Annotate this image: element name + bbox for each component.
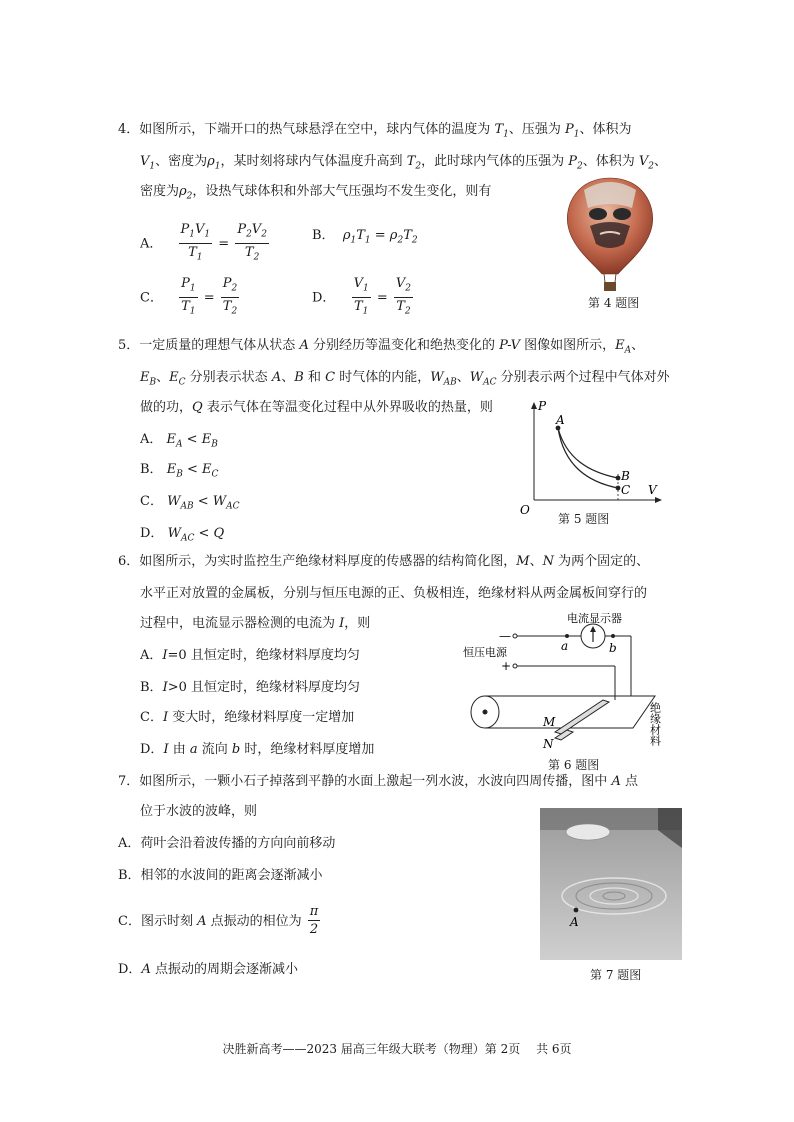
q4-option-b[interactable]: B． $\rho_1T_1 = \rho_2T_2$ (312, 228, 418, 246)
label-plus: + (501, 659, 512, 673)
label-c: C (621, 483, 631, 497)
q6-option-a[interactable]: A．I=0 且恒定时，绝缘材料厚度均匀 (140, 648, 360, 663)
axis-p-label: P (538, 399, 547, 413)
q6-line2: 水平正对放置的金属板，分别与恒压电源的正、负极相连，绝缘材料从两金属板间穿行的 (140, 586, 648, 601)
origin-label: O (520, 503, 530, 517)
q7-option-d[interactable]: D．A 点振动的周期会逐渐减小 (118, 962, 298, 977)
q5-caption: 第 5 题图 (558, 512, 610, 526)
q4-line3: 密度为$\rho_2$，设热气球体积和外部大气压强均不发生变化，则有 (140, 184, 492, 202)
q5-option-c[interactable]: C． $W_{AB} < W_{AC}$ (140, 494, 240, 512)
q5-line3: 做的功，Q 表示气体在等温变化过程中从外界吸收的热量，则 (140, 400, 493, 415)
q4-option-d[interactable]: D． $\frac{V_1}{T_1}$ = $\frac{V_2}{T_2}$ (312, 276, 411, 317)
q6-line1: 6．如图所示，为实时监控生产绝缘材料厚度的传感器的结构简化图，M、N 为两个固定的、 (118, 554, 650, 569)
q7-line1: 7．如图所示，一颗小石子掉落到平静的水面上激起一列水波，水波向四周传播，图中 A 点 (118, 774, 638, 789)
q5-line2: $E_B$、$E_C$ 分别表示状态 A、B 和 C 时气体的内能，$W_{AB}$、$W_{AC}$ 分别表示两个过程中气体对外 (140, 370, 670, 388)
sensor-diagram (455, 604, 685, 756)
label-b: b (609, 641, 617, 655)
label-a: A (570, 915, 579, 929)
q5-line1: 5．一定质量的理想气体从状态 A 分别经历等温变化和绝热变化的 P-V 图像如图所示，$E_A$、 (118, 338, 645, 356)
label-minus: — (499, 629, 511, 643)
label-a: A (556, 413, 565, 427)
pv-diagram (518, 398, 668, 520)
axis-v-label: V (648, 483, 657, 497)
page-footer: 决胜新高考——2023 届高三年级大联考（物理）第 2页 共 6页 (222, 1042, 572, 1056)
q4-option-c[interactable]: C． $\frac{P_1}{T_1}$ = $\frac{P_2}{T_2}$ (140, 276, 238, 317)
point-a (574, 908, 579, 913)
q7-option-c[interactable]: C．图示时刻 A 点振动的相位为 $\frac{\pi}{2}$ (118, 904, 319, 937)
q5-option-d[interactable]: D． $W_{AC} < Q$ (140, 526, 225, 544)
q4-caption: 第 4 题图 (588, 296, 640, 310)
q4-option-a[interactable]: A． $\frac{P_1V_1}{T_1}$ = $\frac{P_2V_2}{T_2}$ (140, 222, 267, 263)
adiabatic-curve (558, 428, 618, 488)
q7-option-a[interactable]: A．荷叶会沿着波传播的方向向前移动 (118, 836, 336, 851)
q7-option-b[interactable]: B．相邻的水波间的距离会逐渐减小 (118, 868, 323, 883)
q5-option-a[interactable]: A． $E_A < E_B$ (140, 432, 218, 450)
label-b: B (621, 469, 630, 483)
q6-option-d[interactable]: D．I 由 a 流向 b 时，绝缘材料厚度增加 (140, 742, 375, 757)
q6-option-c[interactable]: C．I 变大时，绝缘材料厚度一定增加 (140, 710, 355, 725)
water-wave-photo (540, 808, 682, 960)
label-m: M (543, 715, 556, 729)
q4-line1: 4．如图所示，下端开口的热气球悬浮在空中，球内气体的温度为 $T_1$、压强为 $P_1$、体积为 (118, 122, 632, 140)
q6-option-b[interactable]: B．I>0 且恒定时，绝缘材料厚度均匀 (140, 680, 360, 695)
q7-caption: 第 7 题图 (590, 968, 642, 982)
label-meter: 电流显示器 (567, 612, 622, 625)
point-c (616, 486, 621, 491)
plate-m (555, 700, 609, 734)
point-b (616, 476, 621, 481)
hot-air-balloon-image (560, 174, 660, 294)
q4-line2: $V_1$、密度为$\rho_1$，某时刻将球内气体温度升高到 $T_2$，此时球内气体的压强为 $P_2$、体积为 $V_2$、 (140, 154, 668, 172)
label-n: N (543, 737, 554, 751)
q6-line3: 过程中，电流显示器检测的电流为 I，则 (140, 616, 371, 631)
q7-line2: 位于水波的波峰，则 (140, 804, 258, 819)
label-a: a (561, 639, 569, 653)
q5-option-b[interactable]: B． $E_B < E_C$ (140, 462, 219, 480)
isothermal-curve (558, 428, 618, 478)
lotus-leaf (566, 824, 610, 840)
q6-caption: 第 6 题图 (548, 758, 600, 772)
label-source: 恒压电源 (463, 646, 507, 659)
label-material: 绝缘材料 (648, 702, 662, 746)
